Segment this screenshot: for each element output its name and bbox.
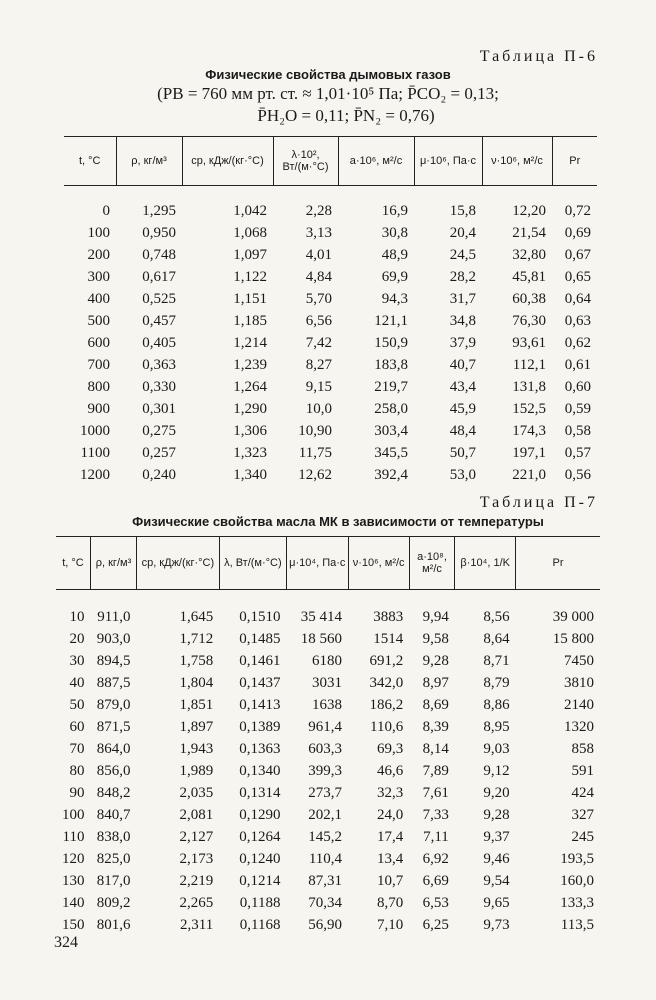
table-cell: 273,7 xyxy=(308,784,343,801)
table-cell: 8,14 xyxy=(422,740,449,757)
table-cell: 1,042 xyxy=(233,202,267,219)
table-p6-label: Таблица П-6 xyxy=(479,48,598,65)
header-beta: β·10⁴, 1/K xyxy=(455,537,516,590)
table-cell: 130 xyxy=(62,872,85,889)
table-cell: 2,081 xyxy=(179,806,214,823)
table-cell: 15 800 xyxy=(552,630,594,647)
table-cell: 0,1290 xyxy=(239,806,281,823)
header-cp: cp, кДж/(кг·°C) xyxy=(182,137,273,186)
table-p7-body xyxy=(56,590,600,937)
table-cell: 9,58 xyxy=(422,630,449,647)
table-cell: 131,8 xyxy=(512,378,546,395)
table-cell: 9,37 xyxy=(483,828,510,845)
table-cell: 40,7 xyxy=(449,356,476,373)
table-cell: 1,712 xyxy=(179,630,214,647)
table-cell: 6,25 xyxy=(422,916,449,933)
table-row xyxy=(56,738,600,760)
table-cell: 50 xyxy=(69,696,85,713)
table-cell: 28,2 xyxy=(449,268,476,285)
header-t: t, °C xyxy=(64,137,116,186)
table-p6-conditions-line2: P̄H₂O = 0,11; P̄N₂ = 0,76) xyxy=(257,106,435,125)
table-cell: 1638 xyxy=(312,696,343,713)
table-cell: 100 xyxy=(87,224,110,241)
table-cell: 30,8 xyxy=(381,224,408,241)
table-row xyxy=(64,288,597,310)
table-cell: 327 xyxy=(571,806,594,823)
table-cell: 0,60 xyxy=(564,378,591,395)
table-cell: 1,185 xyxy=(233,312,267,329)
table-cell: 8,97 xyxy=(422,674,449,691)
table-cell: 13,4 xyxy=(376,850,404,867)
table-cell: 7,33 xyxy=(422,806,449,823)
table-cell: 0,57 xyxy=(564,444,591,461)
table-cell: 9,28 xyxy=(483,806,510,823)
table-row xyxy=(56,650,600,672)
table-cell: 93,61 xyxy=(512,334,546,351)
table-cell: 0,617 xyxy=(142,268,176,285)
table-cell: 0,69 xyxy=(564,224,591,241)
table-row xyxy=(56,694,600,716)
header-lambda: λ·10², Вт/(м·°C) xyxy=(273,137,338,186)
table-cell: 110,4 xyxy=(308,850,343,867)
table-p6-conditions-line1: (PB = 760 мм рт. ст. ≈ 1,01·10⁵ Па; P̄CO₂ = 0,13; xyxy=(157,84,499,103)
header-nu: ν·10⁶, м²/с xyxy=(482,137,552,186)
table-cell: 8,79 xyxy=(483,674,510,691)
table-cell: 0,457 xyxy=(142,312,176,329)
table-cell: 43,4 xyxy=(449,378,476,395)
table-cell: 174,3 xyxy=(512,422,546,439)
header-rho: ρ, кг/м³ xyxy=(116,137,182,186)
table-cell: 9,46 xyxy=(483,850,510,867)
table-cell: 1,097 xyxy=(233,246,267,263)
table-cell: 6,56 xyxy=(305,312,332,329)
table-cell: 8,27 xyxy=(305,356,332,373)
table-cell: 342,0 xyxy=(369,674,404,691)
table-cell: 1,897 xyxy=(179,718,214,735)
table-cell: 399,3 xyxy=(308,762,343,779)
table-cell: 0,1188 xyxy=(239,894,281,911)
table-cell: 1,290 xyxy=(233,400,267,417)
table-row xyxy=(56,804,600,826)
table-cell: 0,1363 xyxy=(239,740,281,757)
table-cell: 9,73 xyxy=(483,916,510,933)
table-cell: 112,1 xyxy=(512,356,546,373)
table-cell: 70,34 xyxy=(308,894,343,911)
table-cell: 2140 xyxy=(564,696,594,713)
table-p6-body xyxy=(64,186,597,487)
table-cell: 245 xyxy=(571,828,594,845)
table-cell: 903,0 xyxy=(96,630,131,647)
table-cell: 6,53 xyxy=(422,894,449,911)
table-cell: 0,405 xyxy=(142,334,176,351)
table-p6 xyxy=(64,136,597,486)
table-cell: 9,28 xyxy=(422,652,449,669)
table-row xyxy=(56,848,600,870)
header-pr: Pr xyxy=(552,137,597,186)
table-cell: 9,54 xyxy=(483,872,510,889)
table-cell: 8,71 xyxy=(483,652,510,669)
table-row xyxy=(64,442,597,464)
table-cell: 121,1 xyxy=(374,312,408,329)
table-row xyxy=(56,716,600,738)
table-cell: 6,92 xyxy=(422,850,449,867)
table-cell: 7,89 xyxy=(422,762,449,779)
table-cell: 45,81 xyxy=(512,268,546,285)
table-cell: 200 xyxy=(87,246,110,263)
table-row xyxy=(64,464,597,486)
table-cell: 133,3 xyxy=(560,894,594,911)
table-cell: 700 xyxy=(87,356,110,373)
table-cell: 345,5 xyxy=(374,444,408,461)
table-cell: 7,61 xyxy=(422,784,449,801)
table-row xyxy=(56,672,600,694)
table-cell: 0,1389 xyxy=(239,718,281,735)
table-row xyxy=(64,354,597,376)
table-cell: 0,64 xyxy=(564,290,591,307)
table-cell: 110,6 xyxy=(370,718,404,735)
table-cell: 8,95 xyxy=(483,718,510,735)
table-cell: 2,173 xyxy=(179,850,214,867)
table-cell: 894,5 xyxy=(96,652,131,669)
table-cell: 100 xyxy=(62,806,85,823)
table-cell: 1,758 xyxy=(179,652,214,669)
table-cell: 0,67 xyxy=(564,246,591,263)
table-cell: 24,5 xyxy=(449,246,476,263)
table-cell: 7450 xyxy=(564,652,594,669)
table-cell: 2,219 xyxy=(179,872,214,889)
table-p6-header-row xyxy=(64,137,597,186)
table-cell: 50,7 xyxy=(449,444,476,461)
table-cell: 8,64 xyxy=(483,630,510,647)
header-a: a·10⁸, м²/с xyxy=(409,537,455,590)
table-cell: 9,20 xyxy=(483,784,510,801)
table-cell: 0,72 xyxy=(564,202,591,219)
table-cell: 0,525 xyxy=(142,290,176,307)
table-row xyxy=(56,782,600,804)
table-row xyxy=(56,590,600,629)
table-cell: 8,70 xyxy=(376,894,404,911)
header-mu: μ·10⁶, Па·с xyxy=(414,137,482,186)
table-cell: 37,9 xyxy=(449,334,476,351)
table-row xyxy=(56,870,600,892)
table-cell: 0,1437 xyxy=(239,674,281,691)
table-cell: 9,65 xyxy=(483,894,510,911)
table-cell: 2,127 xyxy=(179,828,214,845)
table-cell: 1,264 xyxy=(233,378,267,395)
header-lambda: λ, Вт/(м·°C) xyxy=(219,537,286,590)
table-cell: 0,363 xyxy=(142,356,176,373)
table-cell: 90 xyxy=(69,784,85,801)
table-cell: 825,0 xyxy=(96,850,131,867)
table-cell: 1,645 xyxy=(179,608,214,625)
table-cell: 221,0 xyxy=(512,466,546,483)
table-row xyxy=(56,826,600,848)
table-cell: 183,8 xyxy=(374,356,408,373)
table-cell: 2,311 xyxy=(180,916,214,933)
table-cell: 60 xyxy=(69,718,85,735)
table-cell: 1,295 xyxy=(142,202,176,219)
table-cell: 0,63 xyxy=(564,312,591,329)
table-cell: 1,306 xyxy=(233,422,267,439)
table-cell: 0,1264 xyxy=(239,828,281,845)
table-cell: 1,851 xyxy=(179,696,214,713)
table-cell: 21,54 xyxy=(512,224,546,241)
table-cell: 32,3 xyxy=(376,784,404,801)
table-cell: 10,90 xyxy=(298,422,332,439)
table-cell: 0,1461 xyxy=(239,652,281,669)
table-cell: 0,257 xyxy=(142,444,176,461)
table-cell: 0,1340 xyxy=(239,762,281,779)
table-cell: 17,4 xyxy=(376,828,404,845)
table-cell: 120 xyxy=(62,850,85,867)
table-cell: 392,4 xyxy=(374,466,408,483)
table-cell: 6,69 xyxy=(422,872,449,889)
table-cell: 500 xyxy=(87,312,110,329)
table-cell: 856,0 xyxy=(96,762,131,779)
table-cell: 76,30 xyxy=(512,312,546,329)
table-cell: 1,943 xyxy=(179,740,214,757)
table-row xyxy=(64,186,597,223)
table-cell: 34,8 xyxy=(449,312,476,329)
table-row xyxy=(56,628,600,650)
table-cell: 110 xyxy=(62,828,85,845)
table-cell: 879,0 xyxy=(96,696,131,713)
table-cell: 24,0 xyxy=(376,806,404,823)
table-row xyxy=(64,244,597,266)
table-cell: 48,4 xyxy=(449,422,476,439)
table-cell: 150,9 xyxy=(374,334,408,351)
table-cell: 0,301 xyxy=(142,400,176,417)
table-cell: 11,75 xyxy=(298,444,332,461)
table-cell: 300 xyxy=(87,268,110,285)
table-row xyxy=(64,266,597,288)
table-cell: 801,6 xyxy=(96,916,131,933)
table-cell: 809,2 xyxy=(96,894,131,911)
table-cell: 603,3 xyxy=(308,740,343,757)
table-cell: 3031 xyxy=(312,674,343,691)
table-cell: 7,10 xyxy=(376,916,404,933)
table-cell: 8,56 xyxy=(483,608,510,625)
table-cell: 15,8 xyxy=(449,202,476,219)
table-cell: 56,90 xyxy=(308,916,343,933)
table-p7 xyxy=(56,536,600,936)
table-row xyxy=(64,332,597,354)
table-cell: 817,0 xyxy=(96,872,131,889)
table-row xyxy=(56,760,600,782)
table-cell: 60,38 xyxy=(512,290,546,307)
table-cell: 46,6 xyxy=(376,762,404,779)
table-row xyxy=(64,222,597,244)
table-cell: 48,9 xyxy=(381,246,408,263)
table-cell: 152,5 xyxy=(512,400,546,417)
table-cell: 0,62 xyxy=(564,334,591,351)
table-cell: 800 xyxy=(87,378,110,395)
page-number: 324 xyxy=(54,934,78,951)
table-row xyxy=(56,914,600,936)
table-p7-title: Физические свойства масла МК в зависимости от температуры xyxy=(132,514,544,529)
table-cell: 5,70 xyxy=(305,290,332,307)
table-cell: 186,2 xyxy=(369,696,404,713)
table-cell: 3,13 xyxy=(305,224,332,241)
table-cell: 1514 xyxy=(373,630,404,647)
table-cell: 1,214 xyxy=(233,334,267,351)
table-cell: 1,340 xyxy=(233,466,267,483)
table-cell: 1,239 xyxy=(233,356,267,373)
table-cell: 69,3 xyxy=(376,740,404,757)
table-cell: 0,950 xyxy=(142,224,176,241)
table-cell: 900 xyxy=(87,400,110,417)
table-cell: 31,7 xyxy=(449,290,476,307)
table-cell: 838,0 xyxy=(96,828,131,845)
table-cell: 12,62 xyxy=(298,466,332,483)
table-cell: 1,068 xyxy=(233,224,267,241)
table-cell: 303,4 xyxy=(374,422,408,439)
table-cell: 0,240 xyxy=(142,466,176,483)
header-t: t, °C xyxy=(56,537,91,590)
table-cell: 0,1240 xyxy=(239,850,281,867)
table-cell: 1,804 xyxy=(179,674,214,691)
table-cell: 1,323 xyxy=(233,444,267,461)
table-cell: 691,2 xyxy=(369,652,404,669)
table-cell: 4,01 xyxy=(305,246,332,263)
table-cell: 10 xyxy=(69,608,85,625)
table-cell: 0,748 xyxy=(142,246,176,263)
header-rho: ρ, кг/м³ xyxy=(91,537,137,590)
table-cell: 150 xyxy=(62,916,85,933)
table-cell: 0 xyxy=(102,202,110,219)
header-a: a·10⁶, м²/с xyxy=(338,137,414,186)
table-cell: 202,1 xyxy=(308,806,343,823)
table-cell: 219,7 xyxy=(374,378,408,395)
table-cell: 2,035 xyxy=(179,784,214,801)
table-cell: 39 000 xyxy=(552,608,594,625)
table-cell: 0,59 xyxy=(564,400,591,417)
table-cell: 10,0 xyxy=(305,400,332,417)
table-cell: 911,0 xyxy=(97,608,131,625)
table-cell: 424 xyxy=(571,784,594,801)
table-cell: 94,3 xyxy=(381,290,408,307)
table-cell: 197,1 xyxy=(512,444,546,461)
table-cell: 9,15 xyxy=(305,378,332,395)
table-cell: 30 xyxy=(69,652,85,669)
header-nu: ν·10⁶, м²/с xyxy=(348,537,409,590)
table-cell: 40 xyxy=(69,674,85,691)
table-p6-title: Физические свойства дымовых газов xyxy=(205,67,451,82)
table-cell: 8,39 xyxy=(422,718,449,735)
table-cell: 80 xyxy=(69,762,85,779)
table-cell: 1,989 xyxy=(179,762,214,779)
table-p7-header-row xyxy=(56,537,600,590)
table-cell: 9,94 xyxy=(422,608,449,625)
table-cell: 2,28 xyxy=(305,202,332,219)
table-cell: 0,56 xyxy=(564,466,591,483)
table-cell: 140 xyxy=(62,894,85,911)
table-cell: 12,20 xyxy=(512,202,546,219)
table-p7-label: Таблица П-7 xyxy=(479,494,598,511)
table-cell: 160,0 xyxy=(560,872,594,889)
table-cell: 8,69 xyxy=(422,696,449,713)
table-cell: 87,31 xyxy=(308,872,343,889)
table-cell: 53,0 xyxy=(449,466,476,483)
table-cell: 10,7 xyxy=(376,872,404,889)
table-cell: 0,1168 xyxy=(239,916,281,933)
table-cell: 591 xyxy=(571,762,594,779)
table-cell: 20 xyxy=(69,630,85,647)
table-cell: 1100 xyxy=(80,444,110,461)
table-cell: 7,42 xyxy=(305,334,332,351)
table-cell: 1,122 xyxy=(233,268,267,285)
table-cell: 7,11 xyxy=(423,828,449,845)
table-cell: 16,9 xyxy=(381,202,408,219)
table-cell: 258,0 xyxy=(374,400,408,417)
table-cell: 3810 xyxy=(564,674,594,691)
table-cell: 9,12 xyxy=(483,762,510,779)
table-cell: 1000 xyxy=(80,422,110,439)
table-row xyxy=(64,376,597,398)
table-cell: 2,265 xyxy=(179,894,214,911)
table-cell: 600 xyxy=(87,334,110,351)
table-cell: 961,4 xyxy=(308,718,343,735)
table-cell: 193,5 xyxy=(560,850,594,867)
table-cell: 0,58 xyxy=(564,422,591,439)
table-cell: 9,03 xyxy=(483,740,510,757)
table-cell: 113,5 xyxy=(560,916,594,933)
header-cp: cp, кДж/(кг·°C) xyxy=(136,537,219,590)
table-cell: 69,9 xyxy=(381,268,408,285)
table-cell: 18 560 xyxy=(300,630,343,647)
header-pr: Pr xyxy=(516,537,600,590)
table-cell: 3883 xyxy=(373,608,404,625)
table-cell: 400 xyxy=(87,290,110,307)
table-row xyxy=(56,892,600,914)
table-row xyxy=(64,420,597,442)
table-cell: 45,9 xyxy=(449,400,476,417)
table-row xyxy=(64,398,597,420)
table-cell: 32,80 xyxy=(512,246,546,263)
table-cell: 20,4 xyxy=(449,224,476,241)
table-cell: 864,0 xyxy=(96,740,131,757)
table-cell: 0,65 xyxy=(564,268,591,285)
table-cell: 0,1485 xyxy=(239,630,281,647)
table-cell: 145,2 xyxy=(308,828,343,845)
table-cell: 0,330 xyxy=(142,378,176,395)
table-cell: 0,1214 xyxy=(239,872,281,889)
table-cell: 1320 xyxy=(564,718,594,735)
table-cell: 6180 xyxy=(312,652,343,669)
table-cell: 0,275 xyxy=(142,422,176,439)
table-cell: 871,5 xyxy=(96,718,131,735)
table-cell: 4,84 xyxy=(305,268,332,285)
table-cell: 0,61 xyxy=(564,356,591,373)
table-cell: 858 xyxy=(571,740,594,757)
table-cell: 0,1314 xyxy=(239,784,281,801)
table-cell: 0,1413 xyxy=(239,696,281,713)
table-cell: 1200 xyxy=(80,466,110,483)
table-cell: 840,7 xyxy=(96,806,131,823)
table-cell: 1,151 xyxy=(233,290,267,307)
header-mu: μ·10⁴, Па·с xyxy=(287,537,349,590)
table-cell: 0,1510 xyxy=(239,608,281,625)
table-cell: 70 xyxy=(69,740,85,757)
table-cell: 35 414 xyxy=(300,608,343,625)
table-cell: 887,5 xyxy=(96,674,131,691)
table-row xyxy=(64,310,597,332)
table-cell: 8,86 xyxy=(483,696,510,713)
table-cell: 848,2 xyxy=(96,784,131,801)
